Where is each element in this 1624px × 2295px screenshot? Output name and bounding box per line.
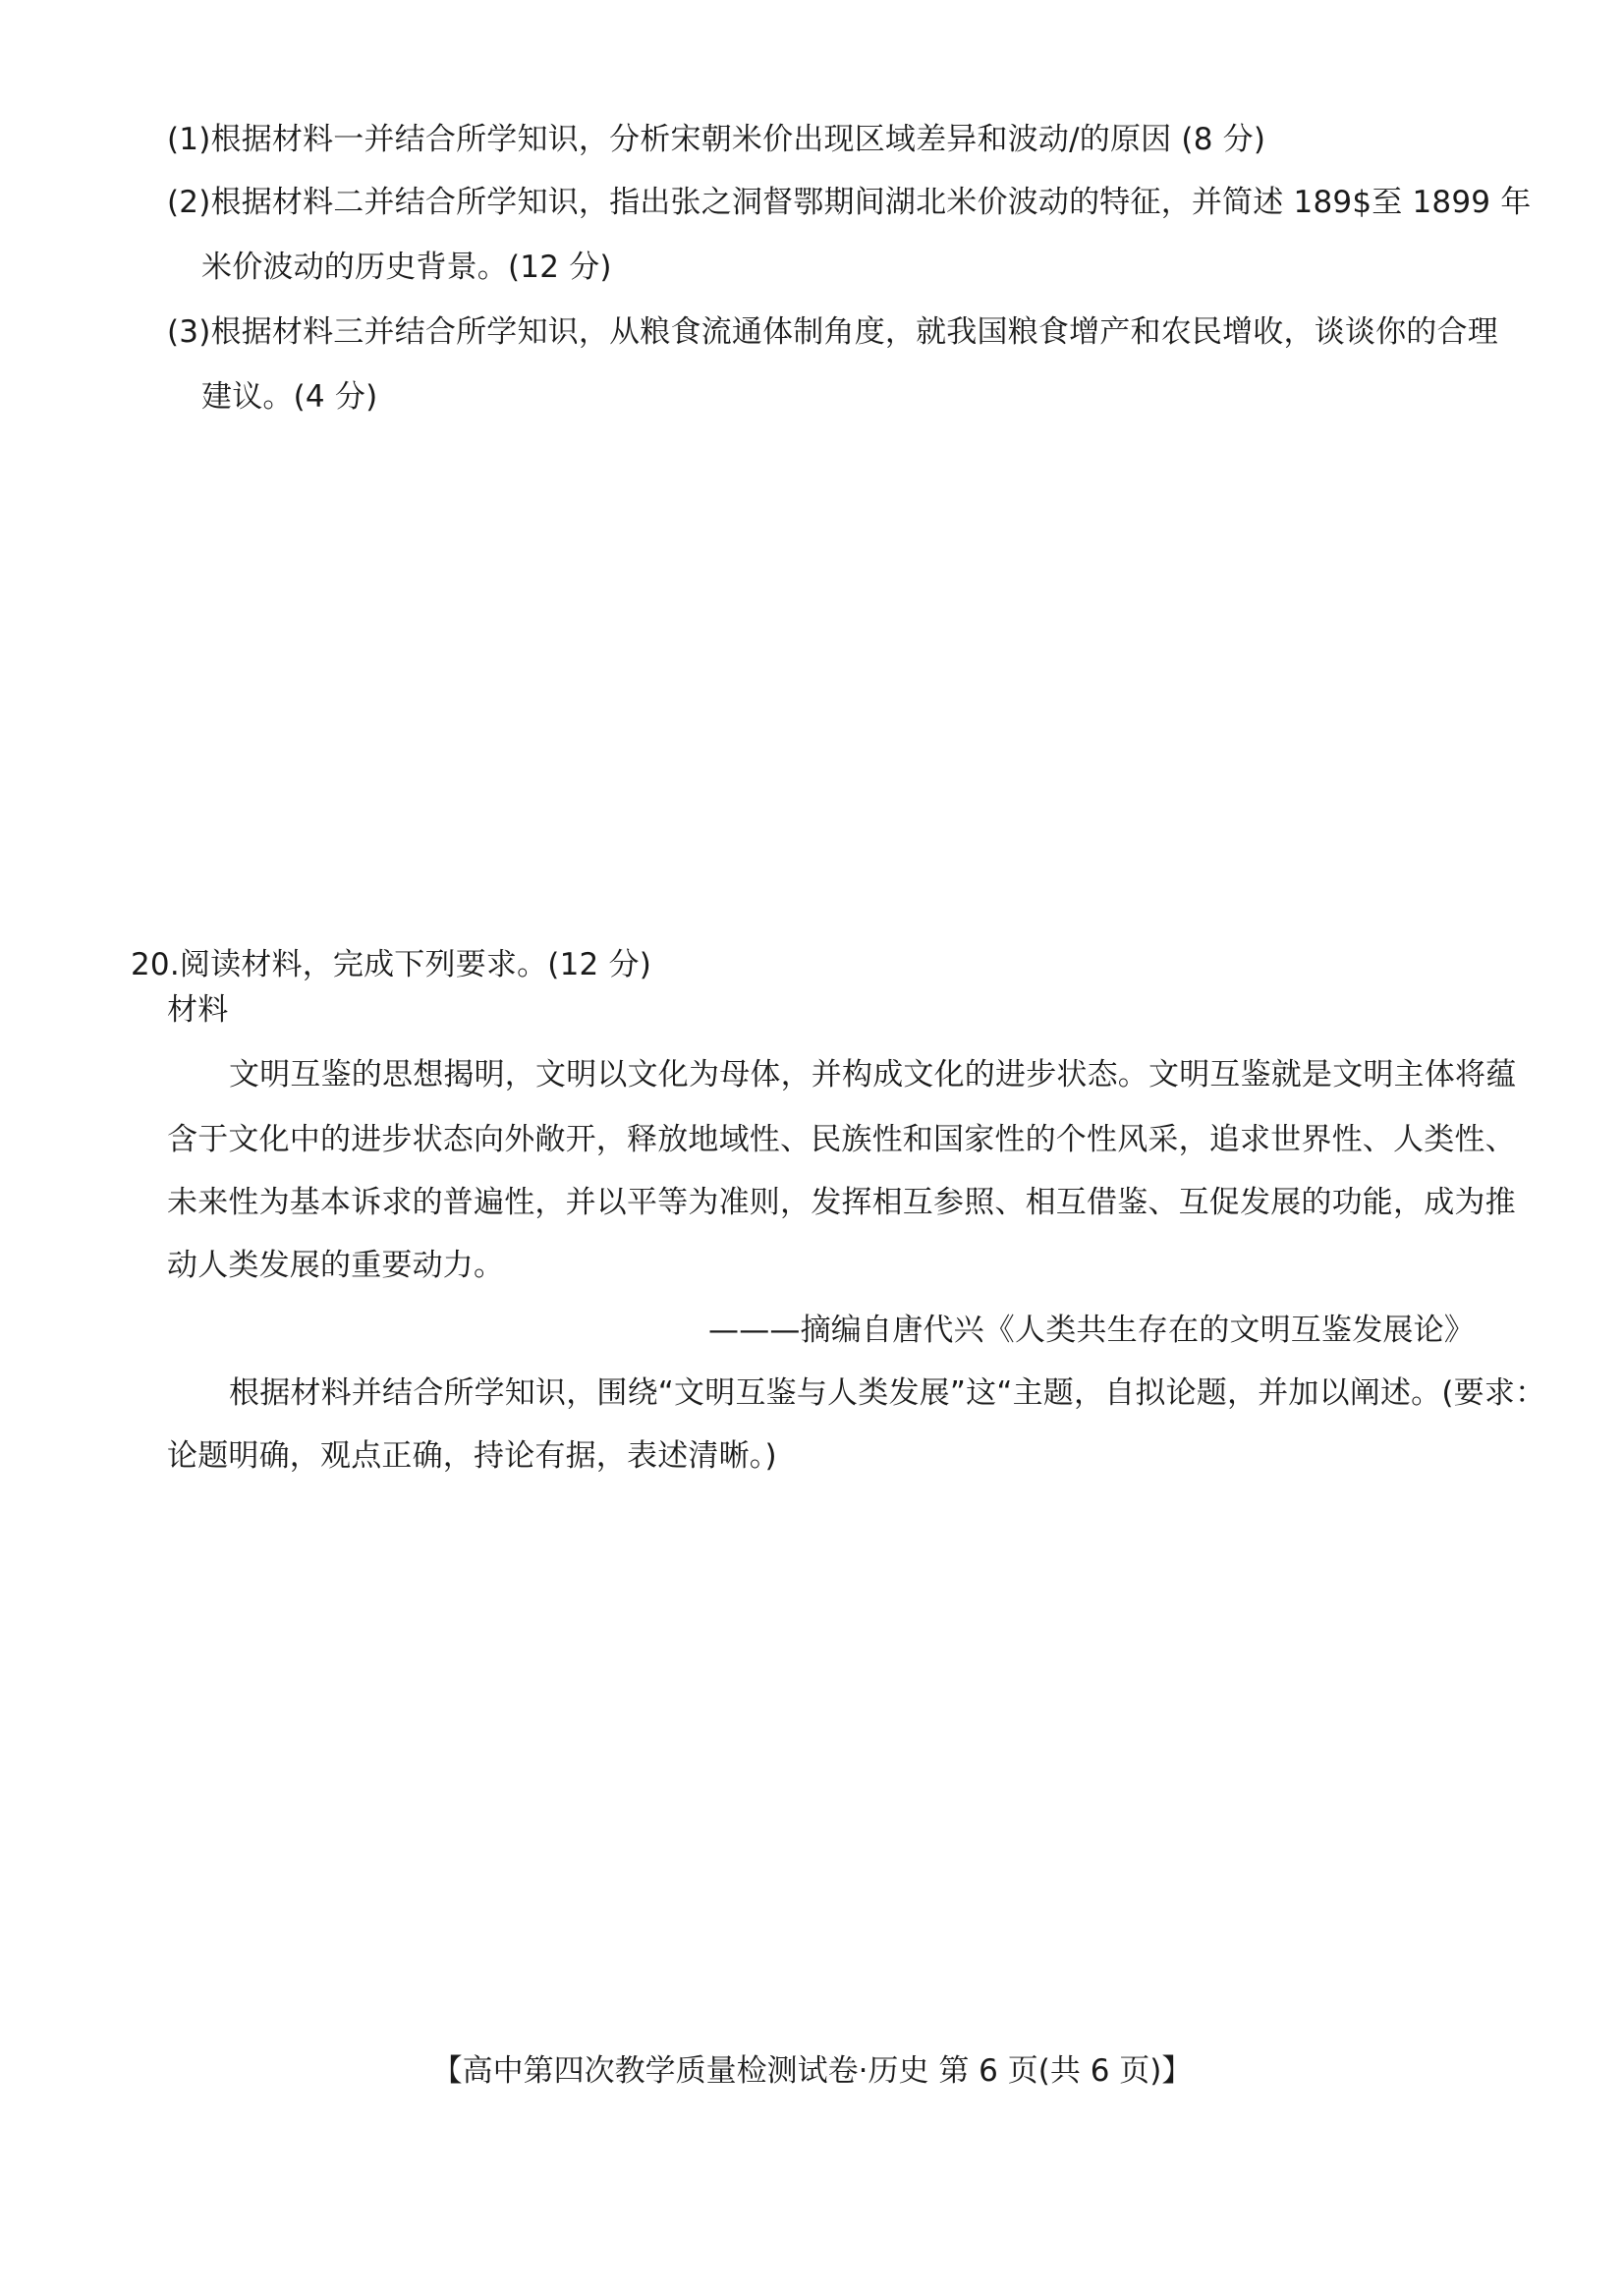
question-1: (1)根据材料一并结合所学知识，分析宋朝米价出现区域差异和波动/的原因 (8 分) (167, 122, 1266, 157)
page-footer: 【高中第四次教学质量检测试卷·历史 第 6 页(共 6 页)】 (431, 2053, 1193, 2089)
material-paragraph-line-2: 含于文化中的进步状态向外敞开，释放地域性、民族性和国家性的个性风采，追求世界性、人类性、 (167, 1122, 1516, 1157)
material-paragraph-line-1: 文明互鉴的思想揭明，文明以文化为母体，并构成文化的进步状态。文明互鉴就是文明主体将蕴 (229, 1057, 1517, 1092)
material-paragraph-line-4: 动人类发展的重要动力。 (167, 1248, 505, 1283)
question-2-line-1: (2)根据材料二并结合所学知识，指出张之洞督鄂期间湖北米价波动的特征，并简述 189$至 1899 年 (167, 185, 1532, 220)
material-paragraph-line-3: 未来性为基本诉求的普遍性，并以平等为准则，发挥相互参照、相互借鉴、互促发展的功能，成为推 (167, 1185, 1516, 1220)
material-label: 材料 (167, 992, 229, 1028)
question-3-line-1: (3)根据材料三并结合所学知识，从粮食流通体制角度，就我国粮食增产和农民增收，谈谈你的合理 (167, 314, 1498, 350)
question-3-line-2: 建议。(4 分) (201, 379, 378, 415)
task-line-2: 论题明确，观点正确，持论有据，表述清晰。) (167, 1438, 777, 1474)
task-line-1: 根据材料并结合所学知识，围绕“文明互鉴与人类发展”这“主题，自拟论题，并加以阐述。(要求： (229, 1375, 1546, 1411)
material-source: ———摘编自唐代兴《人类共生存在的文明互鉴发展论》 (708, 1313, 1475, 1348)
question-2-line-2: 米价波动的历史背景。(12 分) (201, 250, 612, 285)
question-20-heading: 20.阅读材料，完成下列要求。(12 分) (131, 947, 651, 982)
